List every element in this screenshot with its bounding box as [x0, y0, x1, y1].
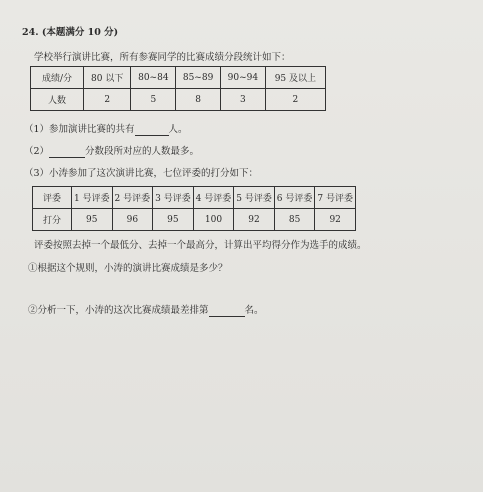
table-header-cell: 1 号评委 [72, 187, 113, 209]
part2-line [24, 146, 199, 158]
question-number: 24. [22, 27, 39, 38]
grade-distribution-table [30, 66, 326, 111]
question-header [22, 27, 118, 39]
part3-intro: （3）小涛参加了这次演讲比赛，七位评委的打分如下： [24, 168, 259, 179]
table-header-cell: 6 号评委 [274, 187, 315, 209]
table-cell: 5 [131, 89, 176, 111]
table-cell: 2 [84, 89, 131, 111]
table-cell: 8 [176, 89, 221, 111]
table-header-cell: 成绩/分 [31, 67, 84, 89]
table-row [31, 89, 326, 111]
table-header-cell: 评委 [33, 187, 72, 209]
table-cell: 95 [153, 209, 194, 231]
part2-suffix: 分数段所对应的人数最多。 [85, 146, 200, 157]
table-header-cell: 2 号评委 [112, 187, 153, 209]
sub-question-1: ①根据这个规则，小涛的演讲比赛成绩是多少？ [28, 263, 228, 274]
question-intro: 学校举行演讲比赛，所有参赛同学的比赛成绩分段统计如下： [34, 52, 291, 63]
scoring-rule: 评委按照去掉一个最低分、去掉一个最高分，计算出平均得分作为选手的成绩。 [34, 240, 367, 251]
table-header-cell: 4 号评委 [193, 187, 234, 209]
sub2-suffix: 名。 [244, 305, 264, 316]
table-cell: 92 [315, 209, 356, 231]
table-header-cell: 3 号评委 [153, 187, 194, 209]
sub2-prefix: ②分析一下，小涛的这次比赛成绩最差排第 [28, 305, 209, 316]
table-cell: 100 [193, 209, 234, 231]
answer-blank[interactable] [135, 125, 169, 136]
table-row [33, 209, 356, 231]
table-header-cell: 95 及以上 [265, 67, 325, 89]
table-cell: 92 [234, 209, 275, 231]
table-cell: 96 [112, 209, 153, 231]
table-header-cell: 7 号评委 [315, 187, 356, 209]
table-row-label: 人数 [31, 89, 84, 111]
answer-blank[interactable] [49, 147, 85, 158]
table-header-cell: 5 号评委 [234, 187, 275, 209]
part1-line [24, 124, 188, 136]
table-row [33, 187, 356, 209]
table-cell: 3 [220, 89, 265, 111]
part1-prefix: （1）参加演讲比赛的共有 [24, 124, 135, 135]
judge-score-table [32, 186, 356, 231]
table-header-cell: 90~94 [220, 67, 265, 89]
table-cell: 2 [265, 89, 325, 111]
table-row [31, 67, 326, 89]
score-note: (本题满分 10 分) [41, 27, 119, 38]
sub-question-2 [28, 305, 264, 317]
table-cell: 85 [274, 209, 315, 231]
table-header-cell: 85~89 [176, 67, 221, 89]
part2-prefix: （2） [24, 146, 50, 157]
answer-blank[interactable] [209, 306, 245, 317]
table-header-cell: 80 以下 [84, 67, 131, 89]
table-row-label: 打分 [33, 209, 72, 231]
table-header-cell: 80~84 [131, 67, 176, 89]
table-cell: 95 [72, 209, 113, 231]
part1-suffix: 人。 [168, 124, 188, 135]
